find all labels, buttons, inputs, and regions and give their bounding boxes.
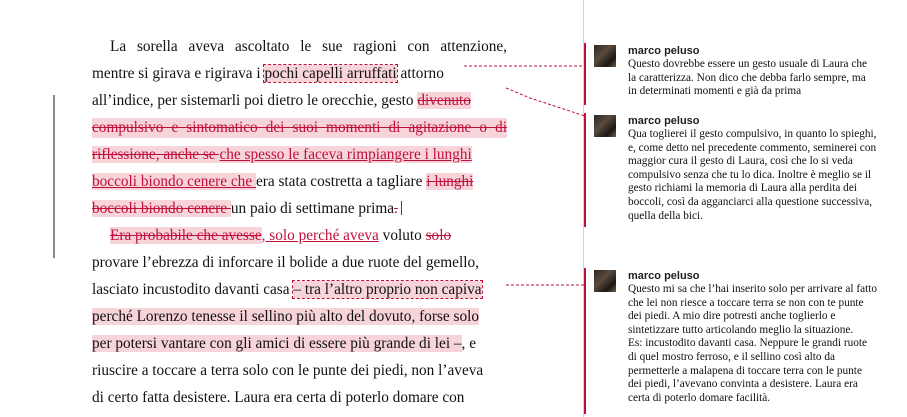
text-line[interactable] [110, 226, 507, 246]
comment-author: marco peluso [628, 115, 700, 127]
text-line[interactable] [110, 37, 507, 57]
avatar [594, 45, 616, 67]
text-run[interactable]: voluto [378, 227, 426, 244]
text-run[interactable]: provare l’ebrezza di inforcare il bolide a due ruote del gemello, [92, 254, 479, 271]
text-run[interactable]: di certo fatta desistere. Laura era certa di poterlo domare con [92, 389, 465, 406]
inserted-text[interactable]: boccoli biondo cenere che [92, 173, 256, 190]
text-line[interactable] [92, 118, 507, 138]
comment-text[interactable]: Questo dovrebbe essere un gesto usuale di Laura che la caratterizza. Non dico che debba farlo sempre, ma in determinati momenti e già da prima [628, 58, 868, 98]
text-line[interactable] [92, 253, 507, 273]
text-run[interactable]: all’indice, per sistemarli poi dietro le orecchie, gesto [92, 92, 418, 109]
comment-text[interactable]: Qua toglierei il gesto compulsivo, in quanto lo spieghi, e, come detto nel precedente commento, seminerei con maggior cura il gesto di Laura, così che lo si veda compulsivo senza che tu lo dica. Inoltre è meglio se il gesto richiami la memoria di Laura alla perdita dei boccoli, così da agganciarci alla questione successiva, quella della bici. [628, 128, 877, 222]
text-line[interactable] [92, 145, 507, 165]
comment-balloon[interactable] [584, 268, 904, 414]
text-cursor [401, 201, 402, 215]
highlighted-text[interactable]: perché Lorenzo tenesse il sellino più alto del dovuto, forse solo [92, 308, 479, 325]
text-line[interactable] [92, 361, 507, 381]
text-run[interactable]: La sorella aveva ascoltato le sue ragioni con attenzione, [110, 38, 507, 55]
text-line[interactable] [92, 172, 507, 192]
change-bar [53, 95, 55, 258]
comment-text[interactable]: Questo mi sa che l’hai inserito solo per arrivare al fatto che lei non riesce a toccare terra se non con te punte dei piedi. A mio dire potresti anche toglierlo e sintetizzare tutto articolando meglio la situazione. Es: incustodito davanti casa. Neppure le grandi ruote di quel mostro ferroso, e il sellino così alto da permetterle a malapena di toccare terra con le punte dei piedi, l’avevano convinta a desistere. Laura era certa di poterlo domare facilità. [628, 283, 878, 404]
inserted-text[interactable]: che spesso le faceva rimpiangere i lunghi [219, 146, 472, 163]
text-run[interactable]: attorno [396, 65, 444, 82]
text-line[interactable] [92, 334, 507, 354]
text-line[interactable] [92, 307, 507, 327]
comment-bar [584, 268, 586, 414]
text-line[interactable] [92, 280, 507, 300]
text-line[interactable] [92, 388, 507, 408]
deleted-text[interactable]: i lunghi [426, 173, 474, 190]
text-line[interactable] [92, 64, 507, 84]
text-run[interactable]: un paio di settimane prima [230, 200, 395, 217]
text-run[interactable]: , e [461, 335, 476, 352]
highlighted-text[interactable]: per potersi vantare con gli amici di essere più grande di lei – [92, 335, 462, 352]
text-run[interactable]: era stata costretta a tagliare [255, 173, 427, 190]
deleted-text[interactable]: Era probabile che avesse [110, 227, 262, 244]
deleted-text[interactable]: . [394, 200, 398, 217]
comment-balloon[interactable] [584, 43, 904, 105]
deleted-text[interactable]: solo [425, 227, 452, 244]
comment-anchor-3[interactable]: – tra l’altro proprio non capiva [293, 281, 482, 298]
deleted-text[interactable]: riflessione, anche se [92, 146, 220, 163]
comment-balloon[interactable] [584, 113, 904, 227]
text-line[interactable] [92, 91, 507, 111]
avatar [594, 270, 616, 292]
text-line[interactable] [92, 199, 507, 219]
comment-author: marco peluso [628, 45, 700, 57]
inserted-text[interactable]: , solo perché aveva [261, 227, 379, 244]
text-run[interactable]: lasciato incustodito davanti casa [92, 281, 294, 298]
comment-anchor-1[interactable]: pochi capelli arruffati [264, 65, 397, 82]
deleted-text[interactable]: compulsivo e sintomatico dei suoi momenti di agitazione o di [92, 119, 507, 136]
comment-author: marco peluso [628, 270, 700, 282]
comments-pane [584, 0, 907, 417]
comment-bar [584, 43, 586, 105]
avatar [594, 115, 616, 137]
deleted-text[interactable]: divenuto [417, 92, 471, 109]
text-run[interactable]: mentre si girava e rigirava i [92, 65, 265, 82]
comment-bar [584, 113, 586, 227]
deleted-text[interactable]: boccoli biondo cenere [92, 200, 231, 217]
text-run[interactable]: riuscire a toccare a terra solo con le punte dei piedi, non l’aveva [92, 362, 484, 379]
